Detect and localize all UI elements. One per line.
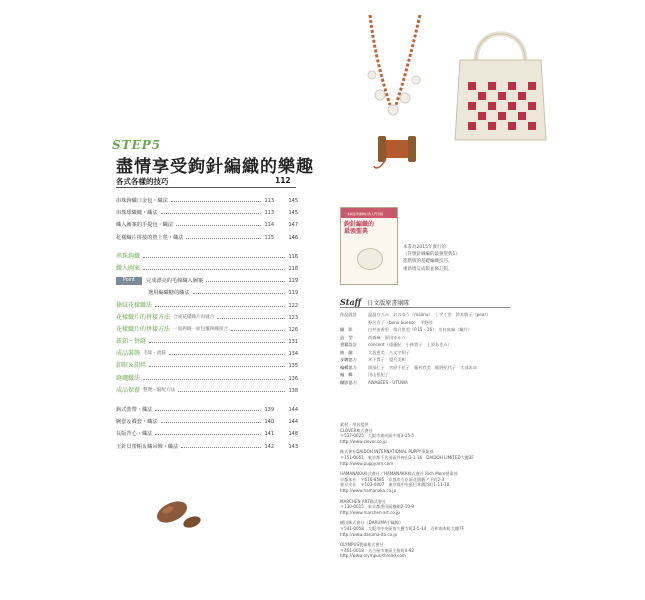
toc-row[interactable] xyxy=(116,287,298,299)
toc-spacer xyxy=(116,244,298,251)
contact-line: MARCHEN ART株式會社 xyxy=(340,498,387,504)
staff-role: 步驟協力 xyxy=(340,357,357,362)
book-cover-title-line: 鉤針編織的 xyxy=(344,221,375,228)
toc-row[interactable] xyxy=(116,441,298,453)
toc-entry-label: 織入圖案的手提包・織法 xyxy=(116,222,174,229)
contact-url-link[interactable]: http://www.olympus-thread.com xyxy=(340,553,406,559)
book-cover-band-text: 一本就能掌握鉤針的入門書籍 xyxy=(344,212,384,216)
toc-page-number: 118 xyxy=(288,265,298,272)
staff-names: concent（遠藤紀 小林貴子 上原あきみ） xyxy=(368,342,452,347)
toc-entry-label: 玉針貝蕾帽＆織吊飾・織法 xyxy=(116,443,179,450)
toc-row[interactable] xyxy=(116,373,298,385)
toc-leader-dots xyxy=(143,379,285,380)
toc-entry-label: 花樣織片拼接的墊上毯・織法 xyxy=(116,234,184,241)
toc-leader-dots xyxy=(149,366,285,367)
toc-spacer xyxy=(116,397,298,404)
staff-title: 日文版原書團隊 xyxy=(367,300,410,307)
toc-leader-dots xyxy=(171,201,261,202)
staff-names: 野呂宣子（bono bueno） 平野紗 xyxy=(368,319,433,325)
staff-row xyxy=(340,379,525,387)
contact-block xyxy=(340,520,520,537)
toc-row[interactable] xyxy=(116,404,298,416)
toc-leader-dots xyxy=(181,447,261,448)
toc-page-number: 113 xyxy=(264,210,274,217)
toc-leader-dots xyxy=(176,225,261,226)
toc-page-number: 123 xyxy=(288,314,298,321)
toc-leader-dots xyxy=(231,330,285,331)
step-label: STEP5 xyxy=(112,138,162,152)
spool-core xyxy=(384,140,410,158)
contact-url-link[interactable]: http://www.daruma-ito.co.jp xyxy=(340,531,398,537)
toc-page-number: 138 xyxy=(288,387,298,394)
contact-block xyxy=(340,471,520,493)
toc-page-number: 148 xyxy=(288,431,298,438)
contact-line: 橫田株式會社（DARUMA手織線） xyxy=(340,520,404,526)
toc-page-number: 142 xyxy=(264,443,274,450)
toc-row[interactable] xyxy=(116,207,298,219)
toc-entry-label: 串珠球織繩・織法 xyxy=(116,210,158,217)
bag-handle xyxy=(476,34,525,60)
toc-entry-label: 鉤式蕾帶・織法 xyxy=(116,407,153,413)
toc-row[interactable] xyxy=(116,251,298,263)
contact-line: 〒130-0015 東京都墨田區橫網2-10-9 xyxy=(340,504,415,510)
staff-names: AWABEES・UTUWA xyxy=(368,379,408,385)
staff-role: 繪 圖 xyxy=(340,349,353,355)
toc-entry-note: 整燙・縮配方法 xyxy=(143,387,176,393)
contact-url-link[interactable]: http://www.clover.co.jp xyxy=(340,438,387,444)
contact-block xyxy=(340,542,520,559)
contact-block xyxy=(340,499,520,516)
toc-leader-dots xyxy=(178,391,285,392)
toc-entry-label: 成品保養 xyxy=(116,386,141,394)
toc-entry-label: 釦眼＆釦絆 xyxy=(116,362,147,370)
toc-row[interactable] xyxy=(116,336,298,348)
contact-block xyxy=(340,422,520,444)
book-cover-title-line: 最強聖典 xyxy=(344,228,369,235)
staff-credits xyxy=(340,311,525,386)
yarn-spool-illustration xyxy=(372,128,422,172)
toc-entry-label: 織入圖案 xyxy=(116,264,141,272)
toc-page-number: 140 xyxy=(264,419,274,426)
toc-page-number: 119 xyxy=(288,278,298,285)
spool-end xyxy=(408,136,416,162)
toc-page-number: 145 xyxy=(288,210,298,217)
toc-page-number: 134 xyxy=(288,351,298,358)
necklace-bead xyxy=(375,90,385,100)
toc-row[interactable] xyxy=(116,428,298,440)
book-description-line: 本書為2015年發行的 xyxy=(403,245,446,250)
toc-leader-dots xyxy=(193,293,285,294)
staff-role: 作品設計 xyxy=(340,312,357,317)
staff-row xyxy=(340,341,525,349)
necklace-bead xyxy=(400,93,410,103)
toc-page-number: 146 xyxy=(288,234,298,241)
section-subhead: 各式各樣的技巧 xyxy=(116,177,169,186)
toc-page-number: 113 xyxy=(264,198,274,204)
toc-page-number: 144 xyxy=(288,407,298,413)
staff-role: 編 輯 xyxy=(340,372,353,377)
toc-entry-label: 花樣織片的拼接方法 xyxy=(116,325,171,333)
point-badge: Point xyxy=(116,277,142,285)
staff-names: 大坂恵美 八文字則子 xyxy=(368,349,410,355)
section-subhead-page: 112 xyxy=(275,176,291,185)
book-description-line: 《符號針織編的最強聖典1》 xyxy=(403,252,460,258)
book-description xyxy=(403,244,508,273)
contact-line: 〒151-0051 東京都千代田區外神田3-1-16 DAIDOH LIMITED大樓3F xyxy=(340,454,474,460)
beaded-necklace-illustration xyxy=(360,10,450,125)
toc-page-number: 135 xyxy=(288,363,298,370)
toc-leader-dots xyxy=(155,434,261,435)
contact-line: 〒541-0058 大阪市中央區南久寶寺町2-5-14 近和南本町大樓7F xyxy=(340,525,465,531)
toc-entry-label: 長版背心・織法 xyxy=(116,431,153,438)
toc-page-number: 114 xyxy=(264,222,274,229)
toc-row[interactable] xyxy=(116,275,298,287)
staff-row xyxy=(340,349,525,357)
contact-line: 京都本社 〒616-8585 京都市右京區花園藪ノ下町2-3 xyxy=(340,476,445,482)
necklace-bead xyxy=(388,105,398,115)
toc-leader-dots xyxy=(161,422,261,423)
contact-line: 〒537-0025 大阪市東成區中道3-15-5 xyxy=(340,433,415,439)
toc-row[interactable] xyxy=(116,385,298,397)
toc-entry-label: 腕套＆襪套・織法 xyxy=(116,419,158,426)
staff-role: 編輯協力 xyxy=(340,364,357,370)
staff-names: 溫溫ひろみ おのゆう（maana） しずく堂 鈴木敬子（pear） xyxy=(368,312,491,317)
contact-line: 〒461-0018 名古屋市東區主稅町4-92 xyxy=(340,547,415,553)
toc-row[interactable] xyxy=(116,263,298,275)
staff-names: 尚森麻 原田ゆかり xyxy=(368,334,406,340)
staff-names: 白井由香里 落合里美（P.15・16） 川村真麻（織片） xyxy=(368,327,472,332)
staff-row xyxy=(340,356,525,364)
toc-entry-label: 花樣織片的拼接方法 xyxy=(116,313,171,321)
toc-leader-dots xyxy=(186,238,261,239)
staff-label: Staff xyxy=(340,297,362,307)
staff-names: 木下貴子 望月美和 xyxy=(368,357,406,362)
book-cover-title xyxy=(344,221,374,235)
staff-names: 田山佳紀子 xyxy=(368,372,389,377)
staff-heading xyxy=(340,297,409,307)
necklace-bead xyxy=(412,76,420,84)
toc-page-number: 145 xyxy=(288,198,298,204)
staff-role: 攝 影 xyxy=(340,327,353,332)
subhead-rule xyxy=(116,187,296,188)
staff-row xyxy=(340,371,525,379)
toc-row[interactable] xyxy=(116,416,298,428)
toc-leader-dots xyxy=(143,257,285,258)
toc-row[interactable] xyxy=(116,195,298,207)
toc-entry-label: 串珠鉤織 xyxy=(116,252,141,260)
staff-row xyxy=(340,319,525,327)
yarn-ball-icon xyxy=(357,248,383,270)
toc-page-number: 126 xyxy=(288,326,298,333)
toc-page-number: 115 xyxy=(264,234,274,241)
acorn-illustration xyxy=(150,486,210,532)
staff-role: 攝影協力 xyxy=(340,379,357,385)
contact-url-link[interactable]: http://www.puppyarn.com xyxy=(340,460,394,466)
contact-line: CLOVER株式會社 xyxy=(340,427,373,433)
toc-page-number: 122 xyxy=(288,302,298,309)
acorn-small xyxy=(182,514,202,530)
toc-entry-note: 一面鉤織一面包覆鉤織接合 xyxy=(173,326,229,332)
toc-leader-dots xyxy=(143,269,285,270)
toc-row[interactable] xyxy=(116,324,298,336)
staff-row xyxy=(340,334,525,342)
toc-leader-dots xyxy=(155,306,285,307)
toc-entry-label: 串珠鉤織口金包・織法 xyxy=(116,198,168,204)
contact-url-link[interactable]: http://www.hamanaka.co.jp xyxy=(340,487,397,493)
toc-leader-dots xyxy=(169,354,285,355)
toc-leader-dots xyxy=(217,318,285,319)
toc-leader-dots xyxy=(161,213,261,214)
toc-row[interactable] xyxy=(116,312,298,324)
book-cover-thumbnail xyxy=(340,207,398,285)
staff-role: 書籍設計 xyxy=(340,342,357,347)
staff-row xyxy=(340,364,525,372)
toc-entry-label: 完成漂亮的毛線織入圖案 xyxy=(146,278,204,285)
chapter-title: 盡情享受鉤針編織的樂趣 xyxy=(116,157,314,177)
staff-role: 造 型 xyxy=(340,334,353,340)
toc-row[interactable] xyxy=(116,348,298,360)
toc-page-number: 131 xyxy=(288,339,298,346)
staff-names: 岡部仁子 宮原千花子 藤村欣美 飯野紀代子 大部あゆ xyxy=(368,364,477,370)
book-description-line: 重新增訂成版並修訂版。 xyxy=(403,266,453,272)
contact-line: 素材・用具提供 xyxy=(340,422,369,427)
spool-end xyxy=(378,136,386,162)
contact-url-link[interactable]: http://www.marchen-art.co.jp xyxy=(340,509,400,515)
toc-entry-label: 成品裝飾 xyxy=(116,350,141,358)
toc-entry-label: 鈕釦・併縫 xyxy=(116,338,147,346)
necklace-bead xyxy=(368,71,376,79)
toc-entry-label: 條紋花樣織法 xyxy=(116,301,153,309)
toc-row[interactable] xyxy=(116,360,298,372)
toc-leader-dots xyxy=(149,342,285,343)
toc-page-number: 119 xyxy=(288,290,298,297)
contact-line: 株式會社DAIDOH INTERNATIONAL PUPPY事業部 xyxy=(340,449,434,455)
toc-page-number: 141 xyxy=(264,431,274,438)
toc-page-number: 144 xyxy=(288,419,298,426)
staff-row xyxy=(340,311,525,319)
material-contacts xyxy=(340,422,520,564)
toc-row[interactable] xyxy=(116,300,298,312)
toc-entry-note: 合成花樣織片再縫合 xyxy=(173,314,215,320)
toc-page-number: 143 xyxy=(288,443,298,450)
toc-entry-label: 縫繩織法 xyxy=(116,374,141,382)
toc-leader-dots xyxy=(155,410,261,411)
toc-row[interactable] xyxy=(116,232,298,244)
contact-line: 東京支社 〒103-0007 東京都中央區日本橋浜町1-11-10 xyxy=(340,482,450,488)
toc-entry-note: 毛球・流蘇 xyxy=(143,351,166,357)
contact-line: HAMANAKA株式會社／HAMANAKA株式會社 Rich More營業部 xyxy=(340,471,458,477)
toc-page-number: 136 xyxy=(288,375,298,382)
knitted-tote-bag-illustration xyxy=(448,20,553,145)
toc-page-number: 139 xyxy=(264,407,274,413)
table-of-contents xyxy=(116,195,298,453)
staff-row xyxy=(340,326,525,334)
toc-entry-label: 選用編織糖的織法 xyxy=(148,290,190,297)
staff-rule xyxy=(340,307,510,308)
toc-page-number: 116 xyxy=(288,253,298,260)
contact-block xyxy=(340,449,520,466)
book-description-line: 進階版的基礎編織技巧， xyxy=(403,259,453,265)
toc-row[interactable] xyxy=(116,219,298,231)
toc-leader-dots xyxy=(206,281,285,282)
toc-page-number: 147 xyxy=(288,222,298,229)
contact-line: OLYMPUS製絲株式會社 xyxy=(340,542,384,548)
